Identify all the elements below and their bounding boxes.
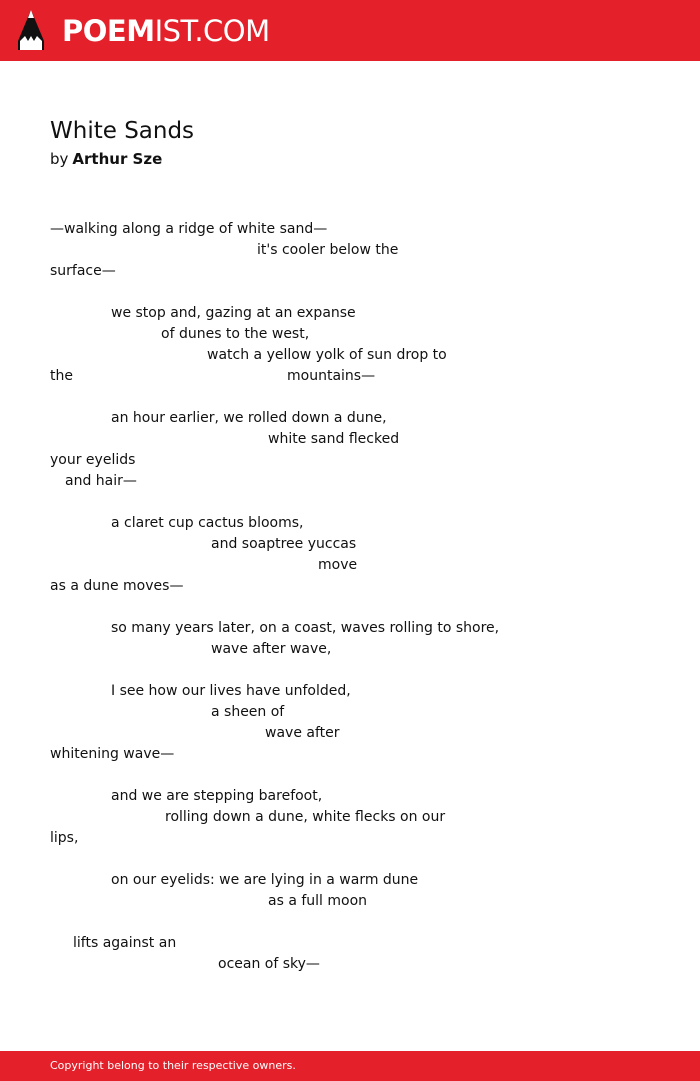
poem-line: [50, 849, 650, 870]
poem-line: rolling down a dune, white flecks on our: [165, 809, 446, 825]
poem-line: [50, 912, 650, 933]
poem-line: surface—: [50, 263, 116, 279]
poem-line: watch a yellow yolk of sun drop to: [207, 347, 447, 363]
poem-line: so many years later, on a coast, waves rolling to shore,: [111, 620, 500, 636]
poem-line: a sheen of: [211, 704, 285, 720]
poem-line: a claret cup cactus blooms,: [111, 515, 304, 531]
poem-line: as a dune moves—: [50, 578, 184, 594]
copyright-notice: Copyright belong to their respective owners.: [50, 1059, 296, 1072]
poem-line: your eyelids: [50, 452, 136, 468]
poem-line: lips,: [50, 830, 79, 846]
poem-line: and we are stepping barefoot,: [111, 788, 323, 804]
poem-line: whitening wave—: [50, 746, 175, 762]
poem-line-fragment: mountains—: [287, 368, 376, 384]
poem-line: wave after wave,: [211, 641, 332, 657]
poem-line: and hair—: [65, 473, 137, 489]
brand-bold-text: POEM: [62, 14, 155, 48]
poem-line: of dunes to the west,: [161, 326, 310, 342]
poem-line: [50, 492, 650, 513]
poem-line: on our eyelids: we are lying in a warm dune: [111, 872, 419, 888]
poem-line-fragment: the: [50, 368, 73, 384]
poem-line: [50, 765, 650, 786]
poem-line: as a full moon: [268, 893, 368, 909]
site-footer: [0, 1051, 700, 1081]
poem-line: [50, 660, 650, 681]
pencil-tip-icon[interactable]: [17, 9, 45, 51]
poem-line: we stop and, gazing at an expanse: [111, 305, 356, 321]
poem-line: [50, 597, 650, 618]
poem-line: [50, 366, 650, 387]
poem-line: [50, 387, 650, 408]
poem-title: White Sands: [50, 118, 195, 144]
poem-line: I see how our lives have unfolded,: [111, 683, 351, 699]
poem-line: move: [318, 557, 358, 573]
site-logo-text[interactable]: [62, 12, 270, 50]
poem-line: —walking along a ridge of white sand—: [50, 221, 328, 237]
poem-author: Arthur Sze: [72, 150, 163, 168]
poem-line: ocean of sky—: [218, 956, 320, 972]
brand-light-text: IST.COM: [154, 14, 270, 48]
by-label: by: [50, 150, 69, 168]
poem-line: [50, 282, 650, 303]
poem-line: it's cooler below the: [257, 242, 399, 258]
poem-body: [50, 219, 650, 975]
poem-line: and soaptree yuccas: [211, 536, 357, 552]
poem-line: wave after: [265, 725, 340, 741]
poem-byline: [50, 148, 162, 170]
poem-line: an hour earlier, we rolled down a dune,: [111, 410, 387, 426]
poem-line: white sand flecked: [268, 431, 400, 447]
site-header: [0, 0, 700, 61]
poem-line: lifts against an: [73, 935, 177, 951]
